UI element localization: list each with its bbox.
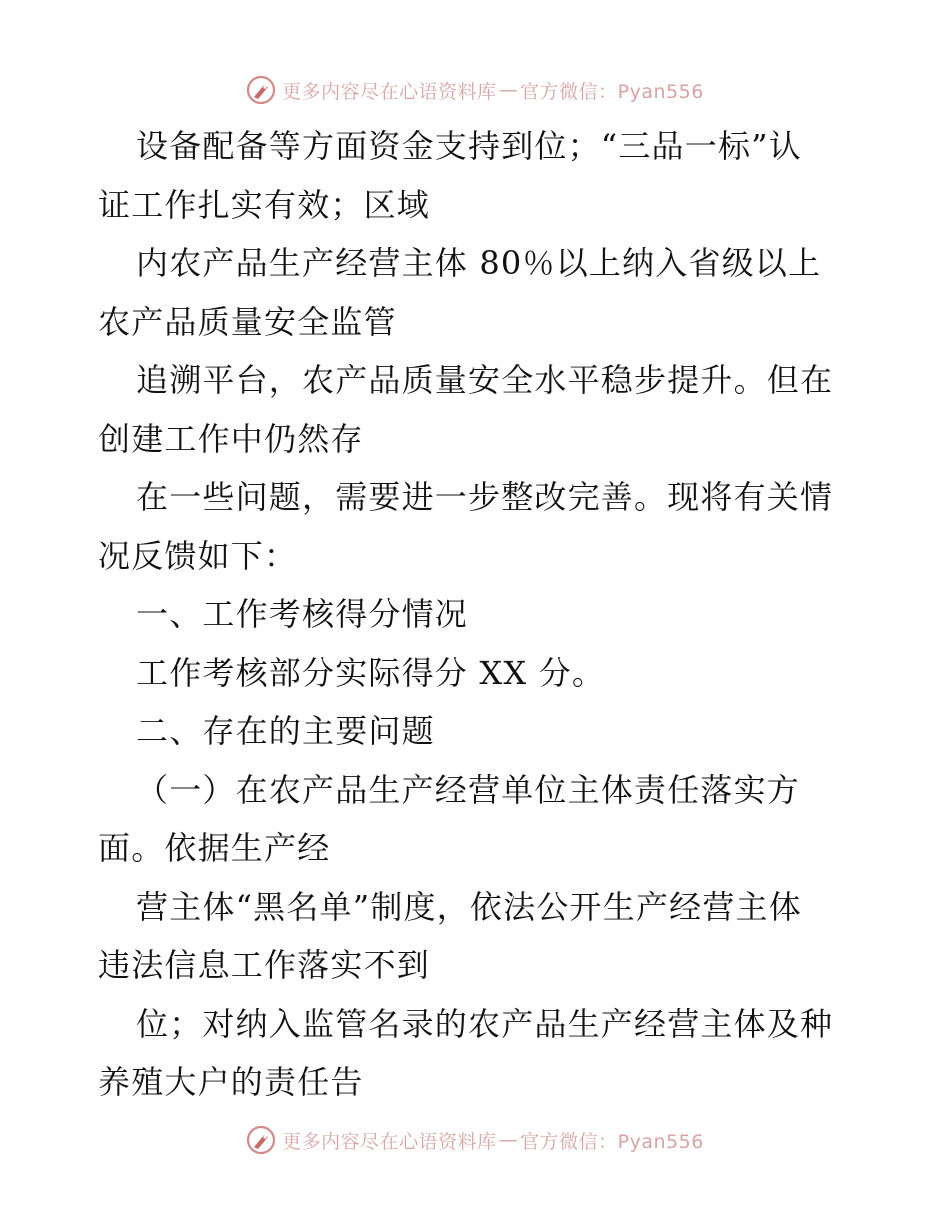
- paragraph-line: 内农产品生产经营主体 80％以上纳入省级以上: [136, 244, 822, 282]
- paragraph-line: 设备配备等方面资金支持到位；“三品一标”认: [136, 127, 802, 165]
- paragraph: [98, 878, 888, 995]
- watermark-text: 更多内容尽在心语资料库: [282, 1130, 497, 1153]
- paragraph: [98, 234, 888, 351]
- paragraph-line: 二、存在的主要问题: [136, 712, 435, 750]
- paragraph-line: 营主体“黑名单”制度，依法公开生产经营主体: [136, 887, 802, 926]
- paragraph-line: 养殖大户的责任告: [98, 1063, 364, 1101]
- paragraph-line: 追溯平台，农产品质量安全水平稳步提升。但在: [136, 361, 834, 399]
- paragraph: [98, 761, 888, 878]
- section-heading: [98, 585, 888, 644]
- paragraph-line: 面。依据生产经: [98, 829, 331, 867]
- document-body: [98, 117, 888, 1112]
- paragraph-line: 违法信息工作落实不到: [98, 946, 431, 984]
- watermark-separator: —: [498, 79, 519, 101]
- pen-nib-logo-icon: [246, 1125, 276, 1155]
- paragraph-line: 证工作扎实有效；区域: [98, 185, 431, 224]
- paragraph: [98, 468, 888, 585]
- pen-nib-logo-icon: [246, 75, 276, 105]
- paragraph-line: 在一些问题，需要进一步整改完善。现将有关情: [136, 478, 834, 516]
- footer-watermark: [0, 1122, 950, 1158]
- watermark-separator: —: [498, 1129, 519, 1151]
- watermark-contact: 官方微信：Pyan556: [520, 80, 704, 103]
- paragraph-line: 创建工作中仍然存: [98, 419, 364, 458]
- section-heading: [98, 702, 888, 761]
- paragraph-line: 位；对纳入监管名录的农产品生产经营主体及种: [136, 1004, 834, 1043]
- header-watermark: [0, 72, 950, 108]
- paragraph-line: （一）在农产品生产经营单位主体责任落实方: [136, 770, 801, 809]
- watermark-contact: 官方微信：Pyan556: [520, 1130, 704, 1153]
- paragraph-line: 况反馈如下：: [98, 536, 298, 575]
- paragraph: [98, 644, 888, 703]
- paragraph-line: 农产品质量安全监管: [98, 302, 397, 341]
- paragraph-line: 一、工作考核得分情况: [136, 595, 469, 633]
- paragraph-line: 工作考核部分实际得分 XX 分。: [136, 653, 606, 692]
- paragraph: [98, 117, 888, 234]
- paragraph: [98, 995, 888, 1112]
- paragraph: [98, 351, 888, 468]
- watermark-text: 更多内容尽在心语资料库: [282, 80, 497, 103]
